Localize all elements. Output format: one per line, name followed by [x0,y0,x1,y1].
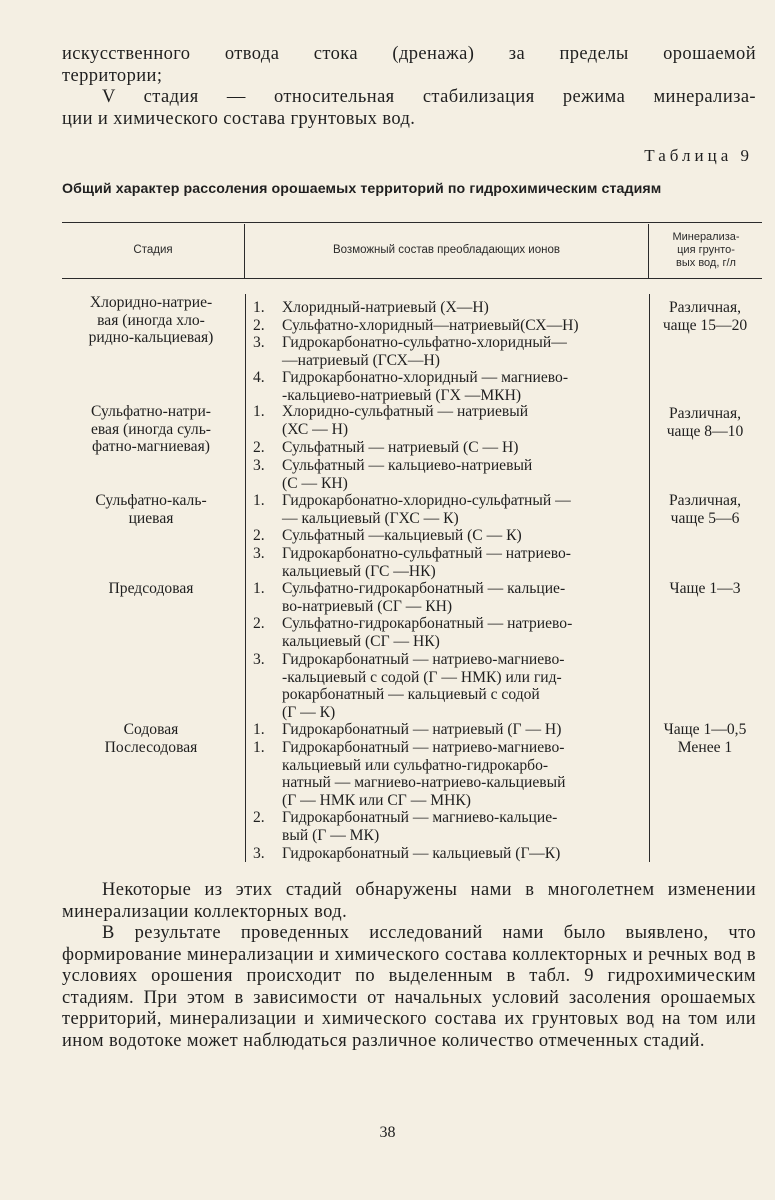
item-text: Гидрокарбонатно-хлоридно-сульфатный — — кальциевый (ГХС — К) [282,492,571,527]
composition-item [253,334,649,369]
stage-sulfate-calcium: Сульфатно-каль- циевая [95,492,207,527]
composition-item [253,299,649,317]
intro-line: ции и химического состава грунтовых вод. [62,108,416,129]
item-number: 1. [253,580,265,597]
mineralization-value: Различная, чаще 15—20 [662,299,748,334]
composition-item [253,403,649,438]
stage-soda: Содовая [123,721,179,738]
item-text: Гидрокарбонатный — натриево-магниево- кальциевый или сульфатно-гидрокарбо- натный — магниево-натриево-кальциевый (Г — НМК или СГ — МНК) [282,739,566,809]
intro-line: территории; [62,65,163,86]
composition-item [253,545,649,580]
item-text: Сульфатно-гидрокарбонатный — кальцие- во-натриевый (СГ — КН) [282,580,566,615]
composition-item [253,457,649,492]
composition-item [253,492,649,527]
item-number: 3. [253,845,265,862]
item-number: 2. [253,615,265,632]
stage-post-soda: Послесодовая [104,739,198,756]
intro-line: искусственного отвода стока (дренажа) за пределы орошаемой [62,44,756,64]
item-text: Гидрокарбонатный — кальциевый (Г—К) [282,845,561,862]
mineralization-value: Чаще 1—3 [669,580,741,597]
composition-item [253,651,649,721]
page-number: 38 [379,1124,396,1141]
composition-item [253,721,649,739]
stage-chloride-sodium: Хлоридно-натрие- вая (иногда хло- ридно-кальциевая) [88,294,214,347]
mineralization-value: Менее 1 [677,739,733,756]
composition-item [253,317,649,335]
composition-item [253,845,649,863]
item-text: Хлоридный-натриевый (Х—Н) [282,299,489,316]
composition-item [253,580,649,615]
item-number: 1. [253,403,265,420]
table-top-rule [62,222,762,223]
item-text: Гидрокарбонатно-хлоридный — магниево- -кальциево-натриевый (ГХ —МКН) [282,369,569,404]
composition-item [253,369,649,404]
column-divider [245,294,246,862]
item-text: Сульфатно-гидрокарбонатный — натриево- кальциевый (СГ — НК) [282,615,573,650]
stage-sulfate-sodium: Сульфатно-натри- евая (иногда суль- фатно-магниевая) [90,403,212,456]
item-text: Гидрокарбонатный — натриево-магниево- -кальциевый с содой (Г — НМК) или гид- рокарбонатный — кальциевый с содой (Г — К) [282,651,565,721]
composition-item [253,439,649,457]
intro-text [62,44,756,130]
item-text: Гидрокарбонатный — натриевый (Г — Н) [282,721,562,738]
column-divider [649,294,650,862]
body-text [62,880,756,1052]
item-number: 4. [253,369,265,386]
body-paragraph: Некоторые из этих стадий обнаружены нами в многолетнем изменении минерализации коллекторных вод. [62,880,756,922]
item-number: 3. [253,545,265,562]
table-caption: Общий характер рассоления орошаемых территорий по гидрохимическим стадиям [62,181,662,197]
item-number: 3. [253,457,265,474]
composition-item [253,615,649,650]
item-text: Сульфатный —кальциевый (С — К) [282,527,522,544]
table-label: Таблица 9 [644,146,753,165]
mineralization-value: Различная, чаще 5—6 [668,492,742,527]
body-paragraph: В результате проведенных исследований нами было выявлено, что формирование минерализации и химического состава коллекторных и речных вод в условиях орошения происходит по выделенным в табл. 9 гидрохимическим стадиям. При этом в зависимости от начальных условий засоления орошаемых территорий, минерализации и химического состава их грунтовых вод на том или ином водотоке может наблюдаться различное количество отмеченных стадий. [62,923,756,1051]
item-text: Гидрокарбонатно-сульфатный — натриево- кальциевый (ГС —НК) [282,545,571,580]
composition-item [253,739,649,809]
item-number: 2. [253,317,265,334]
mineralization-value: Чаще 1—0,5 [663,721,747,738]
item-number: 1. [253,721,265,738]
item-text: Гидрокарбонатно-сульфатно-хлоридный— —натриевый (ГСХ—Н) [282,334,567,369]
header-composition: Возможный состав преобладающих ионов [332,244,560,256]
stage-pre-soda: Предсодовая [108,580,194,597]
column-divider [648,224,649,278]
item-text: Сульфатный — натриевый (С — Н) [282,439,519,456]
table-header-rule [62,278,762,279]
item-number: 1. [253,492,265,509]
item-number: 3. [253,334,265,351]
composition-item [253,527,649,545]
mineralization-value: Различная, чаще 8—10 [666,405,744,440]
item-text: Гидрокарбонатный — магниево-кальцие- вый (Г — МК) [282,809,558,844]
intro-line: V стадия — относительная стабилизация режима минерализа- [102,87,756,107]
item-number: 1. [253,739,265,756]
item-text: Хлоридно-сульфатный — натриевый (ХС — Н) [282,403,529,438]
header-stage: Стадия [133,244,173,256]
item-text: Сульфатный — кальциево-натриевый (С — КН) [282,457,533,492]
item-number: 2. [253,809,265,826]
item-number: 3. [253,651,265,668]
item-text: Сульфатно-хлоридный—натриевый(СХ—Н) [282,317,579,334]
item-number: 2. [253,439,265,456]
composition-item [253,809,649,844]
item-number: 1. [253,299,265,316]
item-number: 2. [253,527,265,544]
header-mineralization: Минерализа- ция грунто- вых вод, г/л [672,231,740,269]
